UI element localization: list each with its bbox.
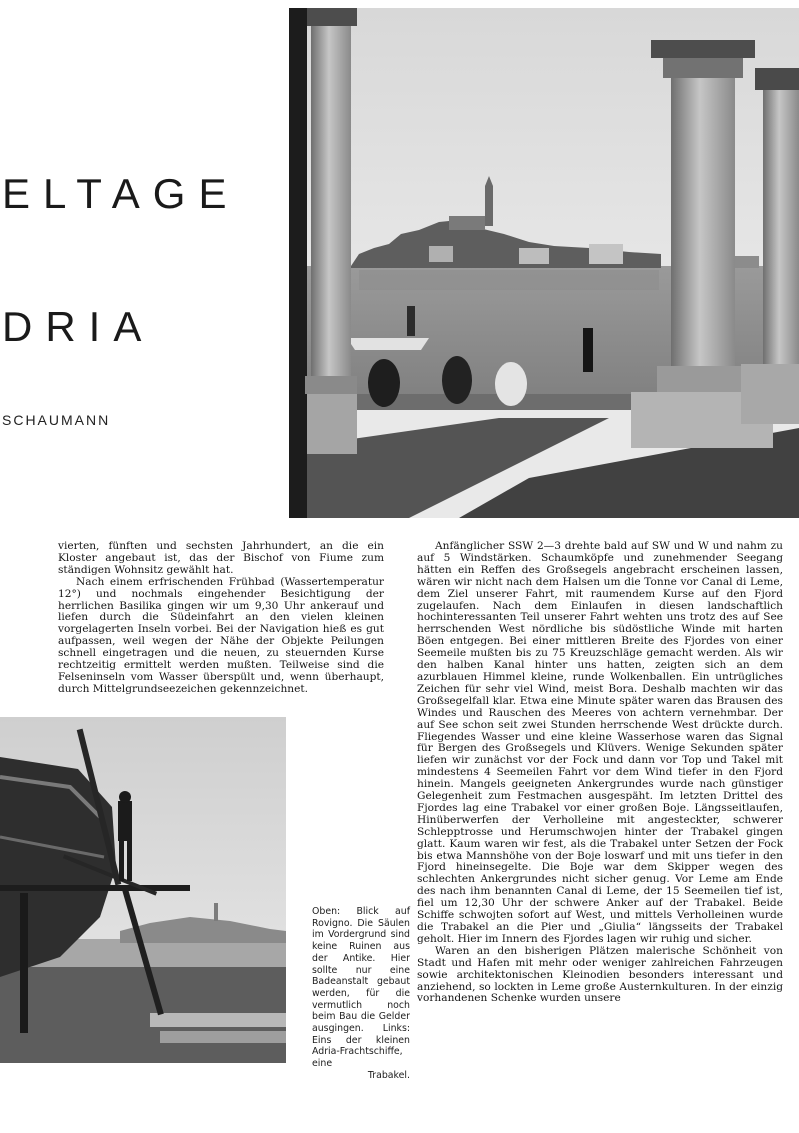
photo-caption <box>312 906 410 1082</box>
article-column-right <box>417 541 783 1005</box>
trabakel-ship-photo <box>0 717 286 1063</box>
rovigno-harbor-photo <box>289 8 799 518</box>
caption-end: Trabakel. <box>367 1069 410 1081</box>
paragraph: Nach einem erfrischenden Frühbad (Wassertemperatur 12°) und nochmals eingehender Besichtigung der herrlichen Basilika gingen wir um 9,30 Uhr ankerauf und liefen durch die Südeinfahrt an den vielen kleinen vorgelagerten Inseln vorbei. Bei der Navigation hieß es gut aufpassen, weil wegen der Nähe der Objekte Peilungen schnell eingetragen und die neuen, zu steuernden Kurse rechtzeitig ermittelt werden mußten. Teilweise sind die Felseninseln vom Wasser überspült und, wenn überhaupt, durch Mittelgrundseezeichen gekennzeichnet. <box>58 575 384 695</box>
article-title-line-2: DRIA <box>2 303 155 350</box>
paragraph: Waren an den bisherigen Plätzen malerische Schönheit von Stadt und Hafen mit mehr oder weniger zahlreichen Fahrzeugen sowie architektonischen Kleinodien besonders interessant und anziehend, so lockten in Leme große Austernkulturen. In der einzig vorhandenen Schenke wurden unsere <box>417 944 783 1005</box>
caption-text: Oben: Blick auf Rovigno. Die Säulen im Vordergrund sind keine Ruinen aus der Antike. Hier sollte nur eine Badeanstalt gebaut werden, für die vermutlich noch beim Bau die Gelder ausgingen. Links: Eins der kleinen Adria-Frachtschiffe, eine <box>312 906 410 1070</box>
article-author: SCHAUMANN <box>2 412 111 428</box>
article-column-left <box>58 541 384 696</box>
paragraph: vierten, fünften und sechsten Jahrhundert, an die ein Kloster angebaut ist, das der Bischof von Fiume zum ständigen Wohnsitz gewählt hat. <box>58 540 384 576</box>
paragraph: Anfänglicher SSW 2—3 drehte bald auf SW und W und nahm zu auf 5 Windstärken. Schaumköpfe und zunehmender Seegang hätten ein Reffen des Großsegels angebracht erscheinen lassen, wären wir nicht nach dem Halsen um die Tonne vor Canal di Leme, dem Ziel unserer Fahrt, mit raumendem Kurse auf den Fjord zugelaufen. Nach dem Einlaufen in diesen landschaftlich hochinteressanten Teil unserer Fahrt wehten uns trotz des auf See herrschenden West nördliche bis südöstliche Winde mit harten Böen entgegen. Bei einer mittleren Breite des Fjordes von einer Seemeile mußten bis zu 75 Kreuzschläge gemacht werden. Als wir den halben Kanal hinter uns hatten, zeigten sich an dem azurblauen Himmel kleine, runde Wolkenballen. Ein untrügliches Zeichen für sehr viel Wind, meist Bora. Deshalb machten wir das Großsegelfall klar. Etwa eine Minute später waren das Brausen des Windes und Rauschen des Meeres von achtern vernehmbar. Der auf See schon seit zwei Stunden herrschende West drückte durch. Fliegendes Wasser und eine kleine Wasserhose waren das Signal für Bergen des Großsegels und Klüvers. Wenige Sekunden später liefen wir zunächst vor der Fock und dann vor Top und Takel mit mindestens 4 Seemeilen Fahrt vor dem Wind tiefer in den Fjord hinein. Mangels geeigneten Ankergrundes wurde nach günstiger Gelegenheit zum Festmachen ausgespäht. Im letzten Drittel des Fjordes lag eine Trabakel vor einer großen Boje. Längsseitlaufen, Hinüberwerfen der Verholleine mit angesteckter, schwerer Schlepptrosse und Herumschwojen hinter der Trabakel gingen glatt. Kaum waren wir fest, als die Trabakel unter Setzen der Fock bis etwa Mannshöhe von der Boje loswarf und mit uns tiefer in den Fjord hineinsegelte. Die Boje war dem Skipper wegen des schlechten Ankergrundes nicht sicher genug. Vor Leme am Ende des nach ihm benannten Canal di Leme, der 15 Seemeilen tief ist, fiel um 12,30 Uhr der schwere Anker auf der Trabakel. Beide Schiffe schwojten sofort auf West, und mittels Verholleinen wurde die Trabakel an die Pier und „Giulia“ längsseits der Trabakel geholt. Hier im Innern des Fjordes lagen wir ruhig und sicher. <box>417 540 783 945</box>
article-title-line-1: ELTAGE <box>2 170 240 217</box>
